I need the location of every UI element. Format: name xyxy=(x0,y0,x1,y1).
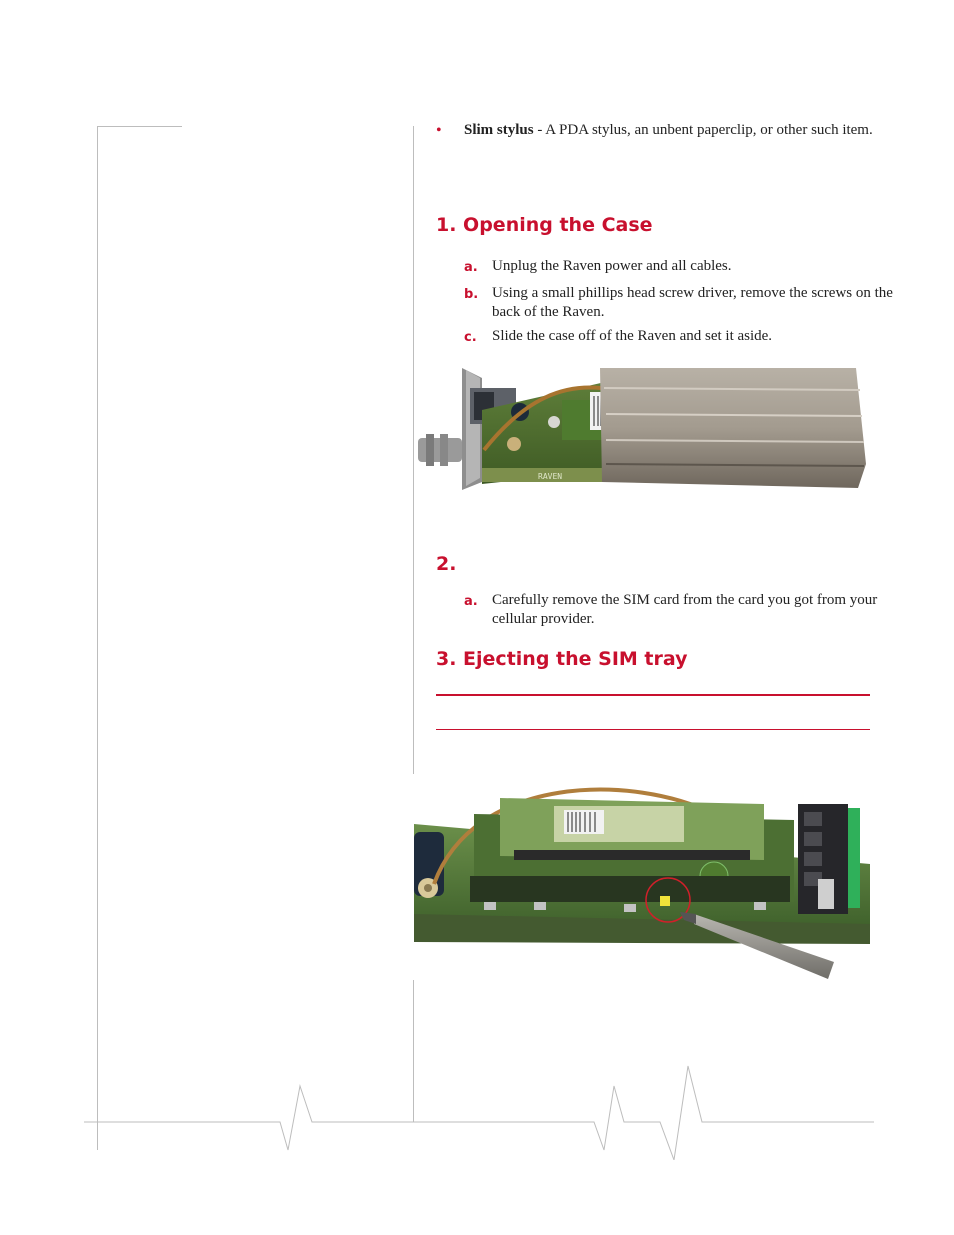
step-letter: a. xyxy=(464,260,478,275)
step-1a xyxy=(464,257,902,276)
bullet-term: Slim stylus xyxy=(464,122,534,138)
red-rule-thin xyxy=(436,729,870,730)
step-1b xyxy=(464,284,902,322)
step-letter: b. xyxy=(464,287,479,302)
step-text: Slide the case off of the Raven and set it aside. xyxy=(492,328,773,344)
step-letter: a. xyxy=(464,594,478,609)
left-margin-line xyxy=(97,126,98,1150)
footer-rule xyxy=(84,1060,874,1160)
top-left-rule xyxy=(97,126,182,127)
step-1c xyxy=(464,327,902,346)
step-letter: c. xyxy=(464,330,477,345)
section-heading-ejecting-sim-tray: 3. Ejecting the SIM tray xyxy=(436,648,688,670)
photo-raven-case xyxy=(414,360,868,500)
photo-board-label: RAVEN xyxy=(538,472,563,481)
photo-sim-tray-eject xyxy=(414,784,870,979)
step-2a xyxy=(464,591,902,629)
step-text: Unplug the Raven power and all cables. xyxy=(492,258,732,274)
bullet-description: - A PDA stylus, an unbent paperclip, or other such item. xyxy=(533,122,873,138)
red-rule xyxy=(436,694,870,696)
step-text: Using a small phillips head screw driver, remove the screws on the back of the Raven. xyxy=(492,285,893,320)
section-heading-2: 2. xyxy=(436,553,457,575)
bullet-marker: • xyxy=(436,122,442,139)
section-heading-opening-case: 1. Opening the Case xyxy=(436,214,653,236)
step-text: Carefully remove the SIM card from the card you got from your cellular provider. xyxy=(492,592,878,627)
bullet-item xyxy=(436,121,876,140)
